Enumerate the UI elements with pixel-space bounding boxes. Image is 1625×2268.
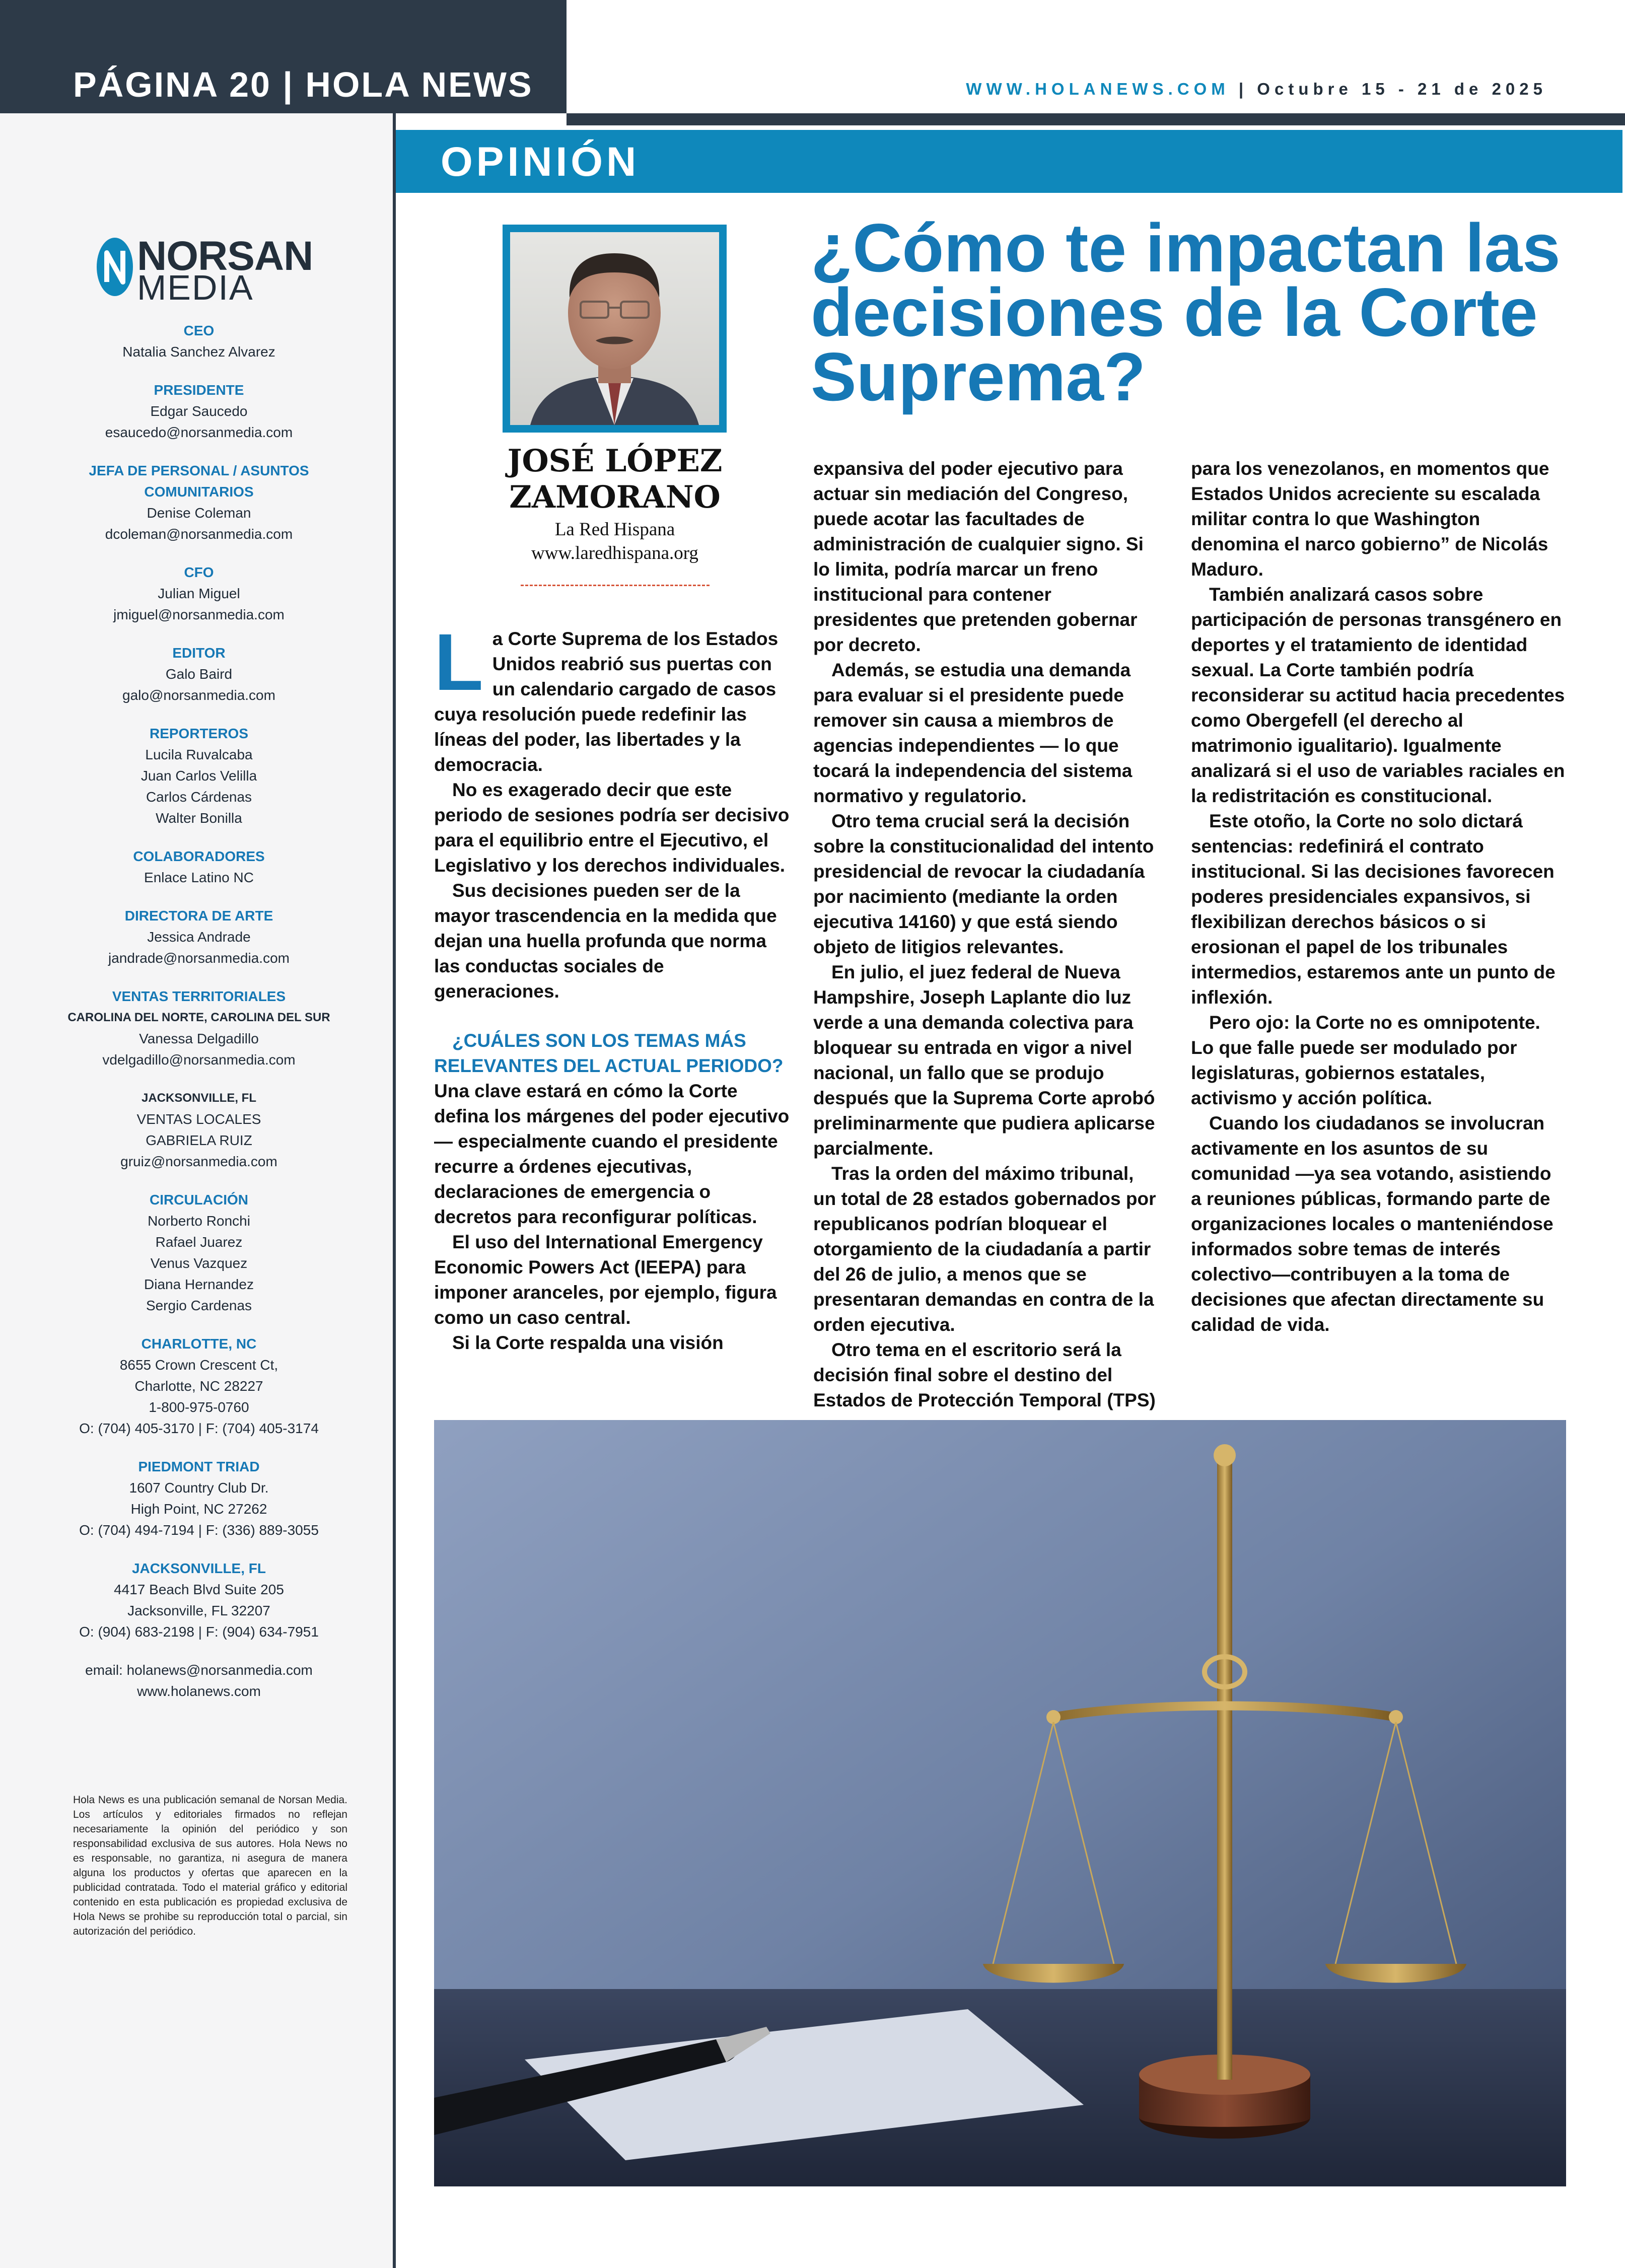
staff-line: Denise Coleman <box>147 505 251 521</box>
site-line <box>966 80 1547 99</box>
section-label: OPINIÓN <box>441 139 640 185</box>
staff-line: Sergio Cardenas <box>146 1298 252 1313</box>
staff-title: CHARLOTTE, NC <box>141 1336 257 1352</box>
staff-contact-link[interactable]: vdelgadillo@norsanmedia.com <box>102 1052 296 1068</box>
staff-line: Carlos Cárdenas <box>146 789 252 805</box>
staff-block <box>40 1088 358 1172</box>
staff-block <box>40 1189 358 1316</box>
author-divider <box>521 585 710 589</box>
article-paragraph: Si la Corte respalda una visión <box>452 1332 724 1353</box>
staff-line: VENTAS LOCALES <box>136 1111 261 1127</box>
staff-subtitle: CAROLINA DEL NORTE, CAROLINA DEL SUR <box>67 1011 330 1024</box>
staff-line: Norberto Ronchi <box>148 1213 250 1229</box>
article-column-2 <box>813 456 1161 1413</box>
article-headline: ¿Cómo te impactan las decisiones de la Corte Suprema? <box>811 209 1561 415</box>
article-paragraph: Una clave estará en cómo la Corte defina los márgenes del poder ejecutivo — especialmente cuando el presidente recurre a órdenes ejecutivas, declaraciones de emergencia o decretos para reconfigurar políticas. <box>434 1081 790 1227</box>
author-name-line2: ZAMORANO <box>509 479 721 515</box>
article-paragraph: Otro tema en el escritorio será la decisión final sobre el destino del Estados de Protección Temporal (TPS) <box>813 1339 1156 1410</box>
staff-title: CIRCULACIÓN <box>150 1192 248 1208</box>
staff-line: GABRIELA RUIZ <box>146 1132 252 1148</box>
staff-line: Rafael Juarez <box>155 1234 243 1250</box>
article-subhead: ¿CUÁLES SON LOS TEMAS MÁS RELEVANTES DEL ACTUAL PERIODO? <box>434 1030 784 1076</box>
header-rule <box>567 113 1625 125</box>
article-paragraph: Otro tema crucial será la decisión sobre la constitucionalidad del intento presidencial de revocar la ciudadanía por nacimiento (mediante la orden ejecutiva 14160) y que está siendo objeto de litigios relevantes. <box>813 811 1154 957</box>
staff-contact-link[interactable]: www.holanews.com <box>137 1683 261 1699</box>
staff-block <box>40 460 358 545</box>
staff-block <box>40 846 358 888</box>
author-org: La Red Hispana <box>554 519 675 540</box>
staff-line: Natalia Sanchez Alvarez <box>122 344 275 360</box>
staff-line: O: (904) 683-2198 | F: (904) 634-7951 <box>79 1624 319 1640</box>
staff-line: 1-800-975-0760 <box>149 1399 249 1415</box>
article-paragraph: Tras la orden del máximo tribunal, un total de 28 estados gobernados por republicanos podrían bloquear el otorgamiento de la ciudadanía a partir del 26 de julio, a menos que se presentaran demandas en contra de la orden ejecutiva. <box>813 1163 1156 1335</box>
staff-title: REPORTEROS <box>149 726 249 741</box>
drop-cap: L <box>434 617 483 707</box>
column-1-paragraphs <box>434 617 793 1004</box>
staff-title: PIEDMONT TRIAD <box>138 1459 260 1474</box>
norsan-logo-icon <box>96 236 134 298</box>
staff-block <box>40 1660 358 1702</box>
staff-contact-link[interactable]: jmiguel@norsanmedia.com <box>113 607 285 622</box>
article-paragraph: para los venezolanos, en momentos que Estados Unidos acreciente su escalada militar contra lo que Washington denomina el narco gobierno” de Nicolás Maduro. <box>1191 458 1549 580</box>
staff-line: O: (704) 405-3170 | F: (704) 405-3174 <box>79 1421 319 1436</box>
staff-title: DIRECTORA DE ARTE <box>124 908 273 924</box>
column-1-continued <box>434 1079 793 1356</box>
article-column-1 <box>434 617 793 1356</box>
staff-line: Charlotte, NC 28227 <box>134 1378 263 1394</box>
staff-contact-link[interactable]: dcoleman@norsanmedia.com <box>105 526 293 542</box>
staff-line: Diana Hernandez <box>144 1277 254 1292</box>
staff-line: 1607 Country Club Dr. <box>129 1480 269 1496</box>
staff-block <box>40 905 358 969</box>
staff-subtitle: JACKSONVILLE, FL <box>141 1091 256 1105</box>
article-paragraph: a Corte Suprema de los Estados Unidos reabrió sus puertas con un calendario cargado de casos cuya resolución puede redefinir las líneas del poder, las libertades y la democracia. <box>434 628 779 775</box>
staff-line: O: (704) 494-7194 | F: (336) 889-3055 <box>79 1522 319 1538</box>
staff-block <box>40 562 358 625</box>
staff-title: JEFA DE PERSONAL / ASUNTOS COMUNITARIOS <box>89 463 309 500</box>
article-paragraph: El uso del International Emergency Economic Powers Act (IEEPA) para imponer aranceles, por ejemplo, figura como un caso central. <box>434 1232 777 1328</box>
staff-title: CFO <box>184 564 214 580</box>
staff-line: Edgar Saucedo <box>150 403 248 419</box>
staff-title: PRESIDENTE <box>154 382 244 398</box>
article-paragraph: Además, se estudia una demanda para evaluar si el presidente puede remover sin causa a miembros de agencias independientes — lo que tocará la independencia del sistema normativo y regulatorio. <box>813 660 1133 806</box>
author-affiliation <box>472 518 757 565</box>
article-paragraph: Cuando los ciudadanos se involucran activamente en los asuntos de su comunidad —ya sea votando, asistiendo a reuniones públicas, formando parte de organizaciones locales o manteniéndose informados sobre temas de interés colectivo—contribuyen a la toma de decisiones que afectan directamente su calidad de vida. <box>1191 1113 1553 1335</box>
staff-line: Venus Vazquez <box>150 1255 248 1271</box>
staff-line: Enlace Latino NC <box>144 870 254 885</box>
article-paragraph: Este otoño, la Corte no solo dictará sentencias: redefinirá el contrato institucional. Si las decisiones favorecen poderes presidenciales expansivos, si flexibilizan derechos básicos o si erosionan el papel de los tribunales intermedios, estaremos ante un punto de inflexión. <box>1191 811 1556 1008</box>
logo-word-media: MEDIA <box>137 268 254 307</box>
staff-contact-link[interactable]: galo@norsanmedia.com <box>122 687 275 703</box>
site-url[interactable]: WWW.HOLANEWS.COM <box>966 80 1230 98</box>
article-paragraph: expansiva del poder ejecutivo para actuar sin mediación del Congreso, puede acotar las facultades de administración de cualquier signo. Si lo limita, podría marcar un freno institucional para contener presidentes que pretenden gobernar por decreto. <box>813 458 1144 655</box>
staff-title: COLABORADORES <box>133 848 265 864</box>
staff-block <box>40 1558 358 1643</box>
staff-line: Galo Baird <box>165 666 233 682</box>
norsan-media-logo <box>96 233 332 307</box>
scales-of-justice-photo <box>434 1420 1566 2186</box>
staff-contact-link[interactable]: esaucedo@norsanmedia.com <box>105 424 293 440</box>
staff-line: Julian Miguel <box>158 586 240 601</box>
staff-title: JACKSONVILLE, FL <box>131 1561 266 1576</box>
staff-line: Lucila Ruvalcaba <box>145 747 253 762</box>
author-name <box>472 443 757 516</box>
staff-line: Juan Carlos Velilla <box>140 768 257 784</box>
scales-icon <box>434 1420 1566 2186</box>
staff-title: VENTAS TERRITORIALES <box>112 988 286 1004</box>
staff-line: 8655 Crown Crescent Ct, <box>119 1357 278 1373</box>
page-label: PÁGINA 20 | HOLA NEWS <box>73 65 533 104</box>
logo-word-norsan: NORSAN <box>137 233 313 279</box>
staff-line: Walter Bonilla <box>156 810 242 826</box>
staff-line: Jacksonville, FL 32207 <box>127 1603 270 1618</box>
staff-title: EDITOR <box>172 645 226 661</box>
staff-line: Jessica Andrade <box>147 929 251 945</box>
staff-block <box>40 380 358 443</box>
author-portrait-image <box>510 232 719 425</box>
staff-directory <box>40 320 358 1702</box>
staff-contact-link[interactable]: email: holanews@norsanmedia.com <box>85 1662 313 1678</box>
staff-block <box>40 1333 358 1439</box>
article-paragraph: Sus decisiones pueden ser de la mayor trascendencia en la medida que dejan una huella profunda que norma las conductas sociales de generaciones. <box>434 880 777 1002</box>
issue-date: | Octubre 15 - 21 de 2025 <box>1229 80 1547 98</box>
staff-contact-link[interactable]: gruiz@norsanmedia.com <box>120 1154 277 1169</box>
staff-block <box>40 1456 358 1541</box>
author-name-line1: JOSÉ LÓPEZ <box>507 443 723 479</box>
disclaimer: Hola News es una publicación semanal de Norsan Media. Los artículos y editoriales firmados no reflejan necesariamente la opinión del periódico y son responsabilidad exclusiva de sus autores. Hola News no es responsable, no garantiza, ni asegura de manera alguna los productos y ofertas que aparecen en la publicidad contratada. Todo el material gráfico y editorial contenido en esta publicación es propiedad exclusiva de Hola News se prohibe su reproducción total o parcial, sin autorización del periódico. <box>73 1794 347 1937</box>
author-photo <box>510 232 719 425</box>
article-paragraph: No es exagerado decir que este periodo de sesiones podría ser decisivo para el equilibrio entre el Ejecutivo, el Legislativo y los derechos individuales. <box>434 779 790 876</box>
author-url[interactable]: www.laredhispana.org <box>531 543 698 563</box>
article-column-3 <box>1191 456 1566 1337</box>
staff-contact-link[interactable]: jandrade@norsanmedia.com <box>108 950 290 966</box>
article-paragraph: También analizará casos sobre participación de personas transgénero en deportes y el tratamiento de identidad sexual. La Corte también podría reconsiderar su actitud hacia precedentes como Obergefell (el derecho al matrimonio igualitario). Igualmente analizará si el uso de variables raciales en la redistritación es constitucional. <box>1191 584 1565 806</box>
sidebar-border <box>393 113 396 2268</box>
article-paragraph: Pero ojo: la Corte no es omnipotente. Lo que falle puede ser modulado por legislaturas, gobiernos estatales, activismo y acción política. <box>1191 1012 1540 1108</box>
staff-title: CEO <box>183 323 215 338</box>
staff-block <box>40 986 358 1071</box>
staff-block <box>40 643 358 706</box>
staff-line: High Point, NC 27262 <box>130 1501 267 1517</box>
staff-block <box>40 723 358 829</box>
article-paragraph: En julio, el juez federal de Nueva Hampshire, Joseph Laplante dio luz verde a una demanda colectiva para bloquear su entrada en vigor a nivel nacional, un fallo que se produjo después que la Suprema Corte aprobó preliminarmente que pudiera aplicarse parcialmente. <box>813 962 1155 1159</box>
staff-block <box>40 320 358 363</box>
staff-line: Vanessa Delgadillo <box>139 1031 259 1046</box>
staff-line: 4417 Beach Blvd Suite 205 <box>114 1582 284 1597</box>
